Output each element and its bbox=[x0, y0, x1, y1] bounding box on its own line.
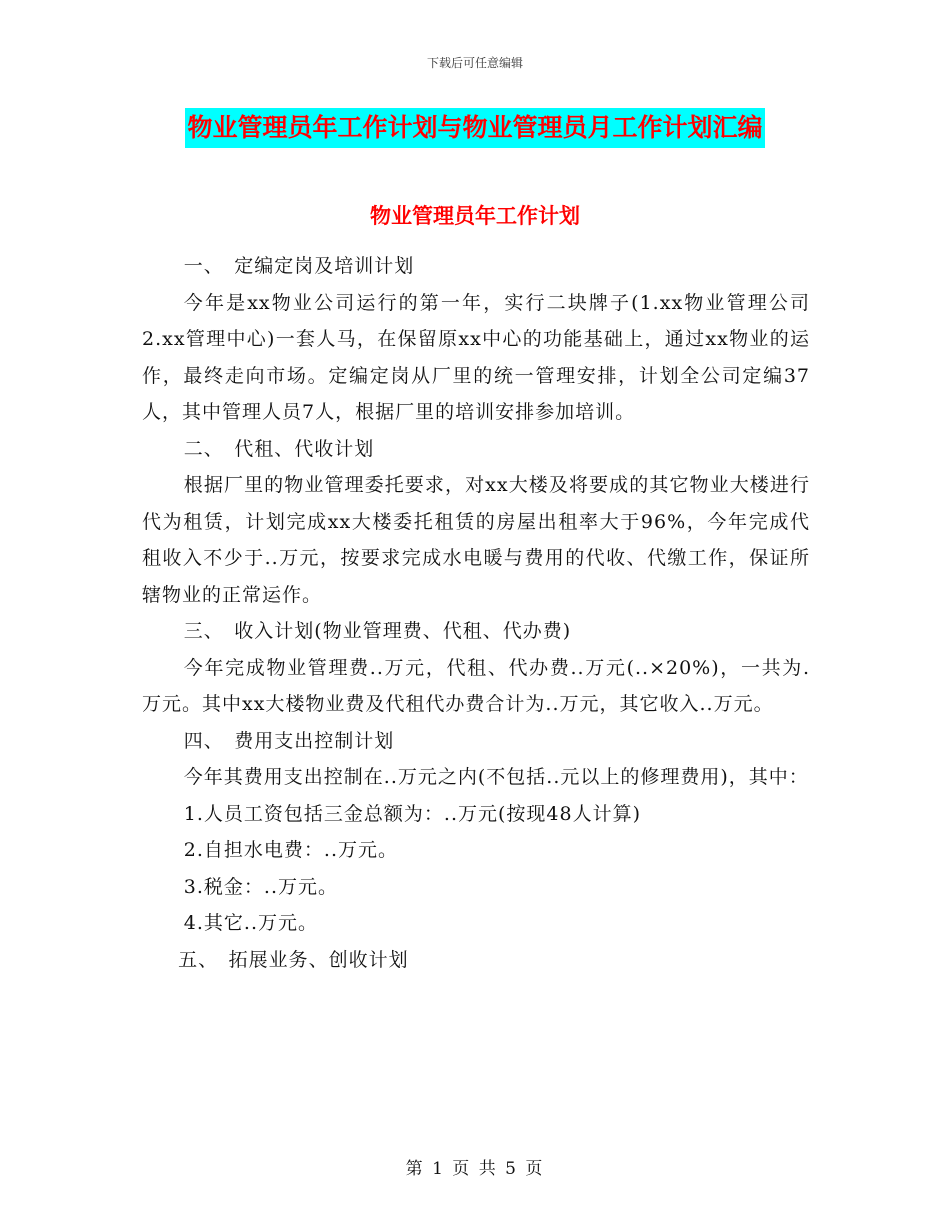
list-item-2: 2.自担水电费：..万元。 bbox=[183, 839, 399, 861]
list-item-3: 3.税金：..万元。 bbox=[183, 875, 339, 898]
heading-4: 四、 费用支出控制计划 bbox=[183, 729, 395, 752]
paragraph-3: 今年完成物业管理费..万元，代租、代办费..万元(..×20%)，一共为.万元。其中xx大楼物业费及代租代办费合计为..万元，其它收入..万元。 bbox=[142, 656, 810, 715]
heading-5: 五、 拓展业务、创收计划 bbox=[178, 948, 409, 971]
header-note: 下载后可任意编辑 bbox=[426, 56, 523, 70]
heading-1: 一、 定编定岗及培训计划 bbox=[183, 255, 415, 277]
document-body bbox=[142, 248, 810, 978]
list-item-1: 1.人员工资包括三金总额为：..万元(按现48人计算) bbox=[183, 802, 642, 825]
section-title: 物业管理员年工作计划 bbox=[370, 203, 580, 228]
paragraph-2: 根据厂里的物业管理委托要求，对xx大楼及将要成的其它物业大楼进行代为租赁，计划完成xx大楼委托租赁的房屋出租率大于96%，今年完成代租收入不少于..万元，按要求完成水电暖与费用的代收、代缴工作，保证所辖物业的正常运作。 bbox=[142, 474, 810, 606]
page-footer: 第 1 页 共 5 页 bbox=[405, 1159, 545, 1179]
heading-2: 二、 代租、代收计划 bbox=[183, 437, 375, 460]
paragraph-4: 今年其费用支出控制在..万元之内(不包括..元以上的修理费用)，其中： bbox=[183, 766, 809, 788]
list-item-4: 4.其它..万元。 bbox=[183, 912, 319, 934]
heading-3: 三、 收入计划(物业管理费、代租、代办费) bbox=[183, 620, 572, 642]
paragraph-1: 今年是xx物业公司运行的第一年，实行二块牌子(1.xx物业管理公司 2.xx管理中心)一套人马，在保留原xx中心的功能基础上，通过xx物业的运作，最终走向市场。定编定岗从厂里的统一管理安排，计划全公司定编37人，其中管理人员7人，根据厂里的培训安排参加培训。 bbox=[142, 291, 810, 423]
main-title: 物业管理员年工作计划与物业管理员月工作计划汇编 bbox=[185, 108, 764, 148]
main-title-wrap bbox=[0, 108, 950, 148]
